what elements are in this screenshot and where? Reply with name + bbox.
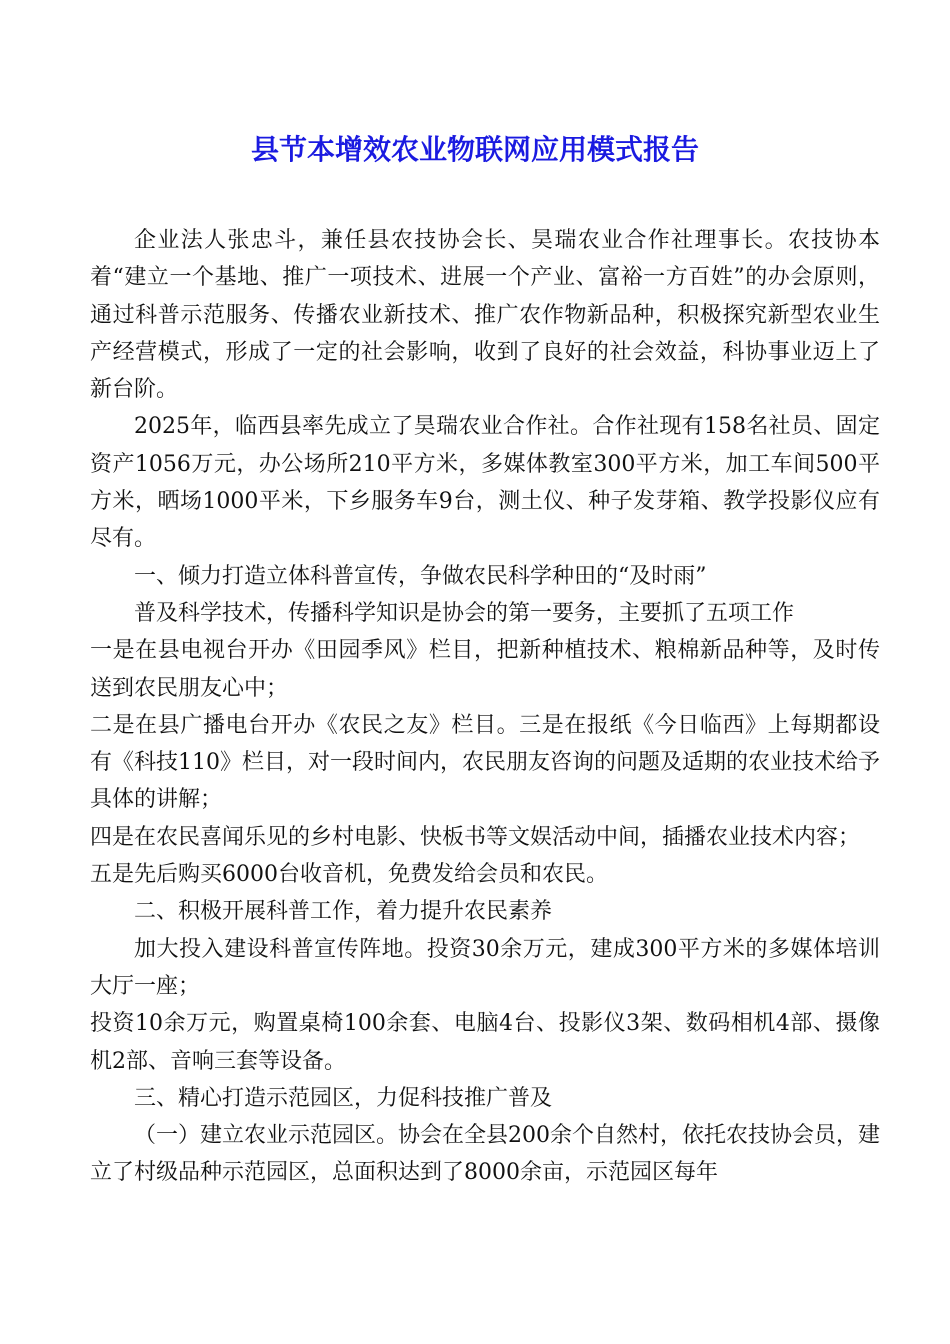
section-heading: 一、倾力打造立体科普宣传，争做农民科学种田的“及时雨” (134, 563, 707, 589)
paragraph: 四是在农民喜闻乐见的乡村电影、快板书等文娱活动中间，插播农业技术内容； (90, 824, 861, 850)
paragraph: 投资10余万元，购置桌椅100余套、电脑4台、投影仪3架、数码相机4部、摄像机2部、音响三套等设备。 (90, 1011, 880, 1074)
section-heading: 二、积极开展科普工作，着力提升农民素养 (134, 899, 553, 925)
section-heading: 三、精心打造示范园区，力促科技推广普及 (134, 1085, 553, 1111)
document-body (90, 222, 880, 1192)
paragraph: （一）建立农业示范园区。协会在全县200余个自然村，依托农技协会员，建立了村级品种示范园区，总面积达到了8000余亩，示范园区每年 (90, 1123, 880, 1186)
paragraph: 2025年，临西县率先成立了昊瑞农业合作社。合作社现有158名社员、固定资产1056万元，办公场所210平方米，多媒体教室300平方米，加工车间500平方米，晒场1000平米，下乡服务车9台，测土仪、种子发芽箱、教学投影仪应有尽有。 (90, 414, 880, 552)
paragraph: 企业法人张忠斗，兼任县农技协会长、昊瑞农业合作社理事长。农技协本着“建立一个基地、推广一项技术、进展一个产业、富裕一方百姓”的办会原则，通过科普示范服务、传播农业新技术、推广农作物新品种，积极探究新型农业生产经营模式，形成了一定的社会影响，收到了良好的社会效益，科协事业迈上了新台阶。 (90, 228, 880, 403)
paragraph: 一是在县电视台开办《田园季风》栏目，把新种植技术、粮棉新品种等，及时传送到农民朋友心中； (90, 638, 880, 701)
paragraph: 加大投入建设科普宣传阵地。投资30余万元，建成300平方米的多媒体培训大厅一座； (90, 936, 880, 999)
paragraph: 二是在县广播电台开办《农民之友》栏目。三是在报纸《今日临西》上每期都设有《科技110》栏目，对一段时间内，农民朋友咨询的问题及适期的农业技术给予具体的讲解； (90, 712, 880, 813)
paragraph: 普及科学技术，传播科学知识是协会的第一要务，主要抓了五项工作 (134, 600, 795, 626)
document-title: 县节本增效农业物联网应用模式报告 (250, 133, 699, 166)
paragraph: 五是先后购买6000台收音机，免费发给会员和农民。 (90, 862, 608, 888)
